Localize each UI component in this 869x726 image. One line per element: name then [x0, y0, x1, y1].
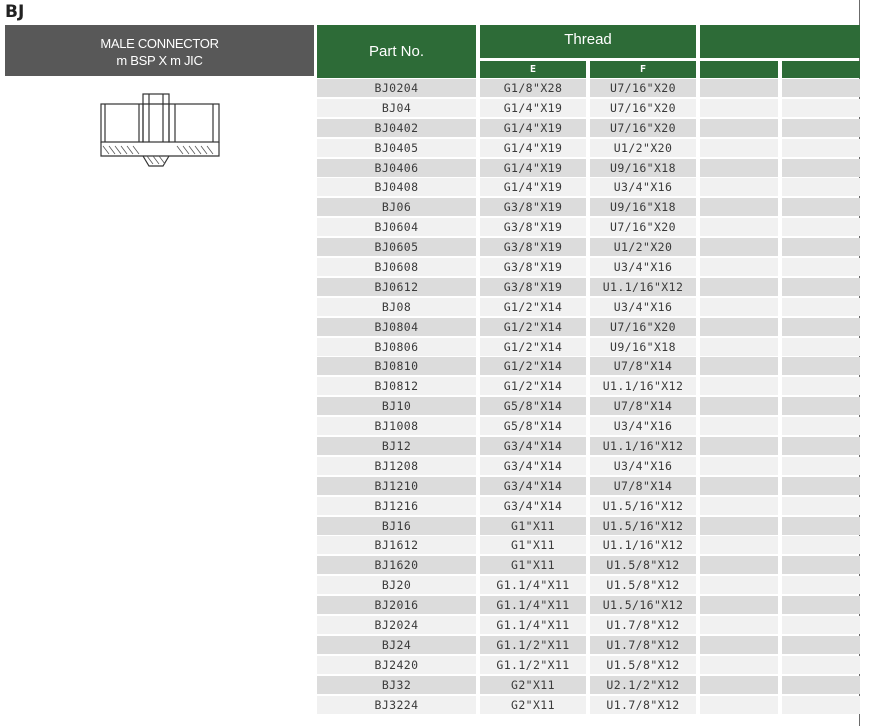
thread-f-cell: U1/2"X20	[590, 139, 696, 157]
thread-e-cell: G1/2"X14	[480, 338, 586, 356]
blank-cell	[782, 377, 860, 395]
table-row	[317, 237, 860, 257]
table-row	[317, 177, 860, 197]
thread-e-cell: G5/8"X14	[480, 397, 586, 415]
part-number-cell: BJ2024	[317, 616, 476, 634]
part-number-cell: BJ0812	[317, 377, 476, 395]
thread-f-cell: U7/16"X20	[590, 119, 696, 137]
blank-cell	[782, 596, 860, 614]
blank-cell	[700, 119, 778, 137]
part-number-cell: BJ0605	[317, 238, 476, 256]
blank-cell	[700, 517, 778, 535]
part-number-cell: BJ20	[317, 576, 476, 594]
part-number-cell: BJ0804	[317, 318, 476, 336]
thread-f-cell: U1.5/16"X12	[590, 596, 696, 614]
part-number-cell: BJ3224	[317, 696, 476, 714]
thread-e-cell: G1/2"X14	[480, 318, 586, 336]
column-e-header: E	[480, 61, 586, 78]
table-row	[317, 675, 860, 695]
table-row	[317, 396, 860, 416]
blank-subheader	[782, 61, 860, 78]
thread-f-cell: U1.7/8"X12	[590, 616, 696, 634]
blank-cell	[782, 536, 860, 554]
table-row	[317, 337, 860, 357]
table-row	[317, 118, 860, 138]
part-number-cell: BJ1208	[317, 457, 476, 475]
part-number-cell: BJ32	[317, 676, 476, 694]
blank-cell	[782, 258, 860, 276]
thread-e-cell: G3/8"X19	[480, 238, 586, 256]
table-row	[317, 635, 860, 655]
thread-e-cell: G5/8"X14	[480, 417, 586, 435]
table-row	[317, 317, 860, 337]
part-number-cell: BJ0204	[317, 79, 476, 97]
thread-f-cell: U1.1/16"X12	[590, 536, 696, 554]
table-row	[317, 197, 860, 217]
thread-e-cell: G3/4"X14	[480, 437, 586, 455]
part-number-cell: BJ16	[317, 517, 476, 535]
blank-cell	[700, 139, 778, 157]
table-row	[317, 158, 860, 178]
product-spec: m BSP X m JIC	[116, 53, 203, 68]
thread-f-cell: U7/16"X20	[590, 218, 696, 236]
thread-e-cell: G1/4"X19	[480, 159, 586, 177]
blank-cell	[700, 417, 778, 435]
thread-e-cell: G1.1/4"X11	[480, 596, 586, 614]
thread-f-cell: U1.5/8"X12	[590, 656, 696, 674]
table-row	[317, 456, 860, 476]
table-row	[317, 476, 860, 496]
blank-cell	[700, 318, 778, 336]
table-row	[317, 496, 860, 516]
blank-cell	[700, 258, 778, 276]
blank-cell	[782, 457, 860, 475]
thread-header: Thread	[480, 25, 696, 58]
thread-f-cell: U7/16"X20	[590, 79, 696, 97]
blank-cell	[700, 178, 778, 196]
blank-cell	[700, 377, 778, 395]
blank-cell	[782, 636, 860, 654]
table-row	[317, 416, 860, 436]
thread-f-cell: U9/16"X18	[590, 198, 696, 216]
blank-header	[700, 25, 860, 58]
thread-e-cell: G2"X11	[480, 696, 586, 714]
part-number-cell: BJ0406	[317, 159, 476, 177]
blank-cell	[700, 696, 778, 714]
blank-cell	[700, 656, 778, 674]
connector-drawing	[99, 92, 223, 170]
thread-f-cell: U1.1/16"X12	[590, 377, 696, 395]
blank-cell	[782, 497, 860, 515]
thread-f-cell: U9/16"X18	[590, 338, 696, 356]
part-number-cell: BJ12	[317, 437, 476, 455]
table-row	[317, 575, 860, 595]
blank-cell	[782, 616, 860, 634]
blank-cell	[782, 119, 860, 137]
blank-cell	[782, 278, 860, 296]
blank-cell	[782, 338, 860, 356]
blank-cell	[782, 576, 860, 594]
blank-cell	[782, 696, 860, 714]
blank-cell	[700, 556, 778, 574]
thread-f-cell: U3/4"X16	[590, 178, 696, 196]
thread-f-cell: U3/4"X16	[590, 298, 696, 316]
thread-f-cell: U7/8"X14	[590, 477, 696, 495]
thread-e-cell: G1"X11	[480, 556, 586, 574]
blank-cell	[782, 159, 860, 177]
thread-e-cell: G1"X11	[480, 517, 586, 535]
table-row	[317, 695, 860, 715]
blank-cell	[782, 318, 860, 336]
part-number-cell: BJ1612	[317, 536, 476, 554]
parts-table-body	[317, 78, 860, 715]
table-row	[317, 257, 860, 277]
thread-e-cell: G3/4"X14	[480, 477, 586, 495]
thread-f-cell: U3/4"X16	[590, 457, 696, 475]
blank-cell	[782, 517, 860, 535]
thread-f-cell: U1/2"X20	[590, 238, 696, 256]
thread-f-cell: U1.5/16"X12	[590, 497, 696, 515]
blank-cell	[700, 99, 778, 117]
part-number-cell: BJ0608	[317, 258, 476, 276]
table-row	[317, 138, 860, 158]
table-row	[317, 78, 860, 98]
blank-cell	[782, 198, 860, 216]
part-number-cell: BJ0402	[317, 119, 476, 137]
blank-cell	[700, 437, 778, 455]
thread-f-cell: U1.5/16"X12	[590, 517, 696, 535]
blank-subheader	[700, 61, 778, 78]
blank-cell	[700, 497, 778, 515]
blank-cell	[700, 278, 778, 296]
table-row	[317, 535, 860, 555]
thread-e-cell: G1.1/4"X11	[480, 576, 586, 594]
table-row	[317, 615, 860, 635]
part-number-cell: BJ0612	[317, 278, 476, 296]
thread-e-cell: G1/4"X19	[480, 99, 586, 117]
thread-e-cell: G3/8"X19	[480, 218, 586, 236]
part-number-cell: BJ1008	[317, 417, 476, 435]
blank-cell	[782, 477, 860, 495]
table-row	[317, 297, 860, 317]
blank-cell	[700, 357, 778, 375]
product-title-box	[5, 25, 314, 76]
blank-cell	[700, 198, 778, 216]
thread-f-cell: U1.7/8"X12	[590, 636, 696, 654]
blank-cell	[782, 556, 860, 574]
table-row	[317, 436, 860, 456]
table-row	[317, 376, 860, 396]
blank-cell	[700, 636, 778, 654]
blank-cell	[700, 616, 778, 634]
blank-cell	[700, 536, 778, 554]
table-row	[317, 555, 860, 575]
blank-cell	[700, 576, 778, 594]
thread-e-cell: G2"X11	[480, 676, 586, 694]
thread-e-cell: G3/8"X19	[480, 198, 586, 216]
blank-cell	[700, 676, 778, 694]
blank-cell	[700, 397, 778, 415]
thread-e-cell: G1/8"X28	[480, 79, 586, 97]
thread-f-cell: U1.1/16"X12	[590, 437, 696, 455]
thread-f-cell: U2.1/2"X12	[590, 676, 696, 694]
blank-cell	[782, 99, 860, 117]
blank-cell	[782, 218, 860, 236]
table-row	[317, 277, 860, 297]
thread-e-cell: G1/4"X19	[480, 139, 586, 157]
blank-cell	[700, 477, 778, 495]
part-number-cell: BJ0806	[317, 338, 476, 356]
thread-e-cell: G1/4"X19	[480, 119, 586, 137]
thread-f-cell: U1.5/8"X12	[590, 556, 696, 574]
blank-cell	[782, 139, 860, 157]
blank-cell	[700, 238, 778, 256]
part-number-cell: BJ24	[317, 636, 476, 654]
blank-cell	[782, 238, 860, 256]
table-row	[317, 655, 860, 675]
thread-e-cell: G3/4"X14	[480, 497, 586, 515]
table-row	[317, 217, 860, 237]
part-number-cell: BJ2016	[317, 596, 476, 614]
thread-f-cell: U3/4"X16	[590, 417, 696, 435]
part-number-cell: BJ2420	[317, 656, 476, 674]
blank-cell	[700, 79, 778, 97]
thread-e-cell: G1/4"X19	[480, 178, 586, 196]
table-row	[317, 356, 860, 376]
part-number-cell: BJ1210	[317, 477, 476, 495]
thread-f-cell: U7/8"X14	[590, 357, 696, 375]
thread-f-cell: U7/16"X20	[590, 99, 696, 117]
blank-cell	[782, 298, 860, 316]
blank-cell	[700, 338, 778, 356]
thread-e-cell: G1.1/2"X11	[480, 636, 586, 654]
thread-e-cell: G3/8"X19	[480, 278, 586, 296]
part-number-cell: BJ1216	[317, 497, 476, 515]
blank-cell	[782, 656, 860, 674]
page-title: BJ	[5, 2, 25, 22]
table-row	[317, 516, 860, 536]
part-number-cell: BJ06	[317, 198, 476, 216]
table-row	[317, 98, 860, 118]
product-name: MALE CONNECTOR	[100, 36, 219, 51]
part-number-cell: BJ0408	[317, 178, 476, 196]
blank-cell	[782, 178, 860, 196]
thread-e-cell: G1.1/4"X11	[480, 616, 586, 634]
thread-f-cell: U7/8"X14	[590, 397, 696, 415]
blank-cell	[782, 676, 860, 694]
blank-cell	[700, 298, 778, 316]
part-number-cell: BJ10	[317, 397, 476, 415]
thread-f-cell: U3/4"X16	[590, 258, 696, 276]
part-number-cell: BJ0604	[317, 218, 476, 236]
thread-e-cell: G1/2"X14	[480, 298, 586, 316]
thread-f-cell: U1.5/8"X12	[590, 576, 696, 594]
blank-cell	[782, 417, 860, 435]
thread-e-cell: G3/8"X19	[480, 258, 586, 276]
column-f-header: F	[590, 61, 696, 78]
thread-f-cell: U9/16"X18	[590, 159, 696, 177]
part-no-header: Part No.	[317, 25, 476, 78]
thread-e-cell: G1.1/2"X11	[480, 656, 586, 674]
blank-cell	[782, 79, 860, 97]
thread-e-cell: G1/2"X14	[480, 377, 586, 395]
part-number-cell: BJ1620	[317, 556, 476, 574]
blank-cell	[700, 218, 778, 236]
blank-cell	[700, 159, 778, 177]
blank-cell	[782, 357, 860, 375]
thread-f-cell: U7/16"X20	[590, 318, 696, 336]
thread-f-cell: U1.7/8"X12	[590, 696, 696, 714]
part-number-cell: BJ08	[317, 298, 476, 316]
table-row	[317, 595, 860, 615]
part-number-cell: BJ0405	[317, 139, 476, 157]
thread-f-cell: U1.1/16"X12	[590, 278, 696, 296]
blank-cell	[782, 397, 860, 415]
blank-cell	[782, 437, 860, 455]
thread-e-cell: G1"X11	[480, 536, 586, 554]
thread-e-cell: G1/2"X14	[480, 357, 586, 375]
thread-e-cell: G3/4"X14	[480, 457, 586, 475]
blank-cell	[700, 457, 778, 475]
part-number-cell: BJ04	[317, 99, 476, 117]
blank-cell	[700, 596, 778, 614]
part-number-cell: BJ0810	[317, 357, 476, 375]
